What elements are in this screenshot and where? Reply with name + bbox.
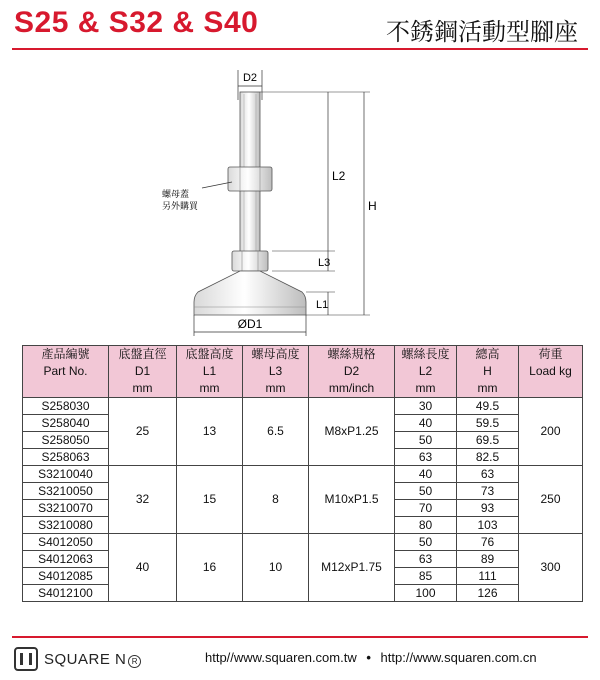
table-cell: 300 <box>519 534 583 602</box>
table-cell: 85 <box>395 568 457 585</box>
label-l2: L2 <box>332 169 346 183</box>
column-header-en: L2 <box>418 364 433 378</box>
column-header-unit: mm/inch <box>328 381 375 395</box>
table-cell: 6.5 <box>243 398 309 466</box>
table-cell: 16 <box>177 534 243 602</box>
table-cell: 30 <box>395 398 457 415</box>
column-header-en: Load kg <box>529 364 572 378</box>
table-cell: 63 <box>395 449 457 466</box>
table-cell: 111 <box>457 568 519 585</box>
table-cell: 8 <box>243 466 309 534</box>
table-cell: S3210050 <box>23 483 109 500</box>
column-header <box>519 346 583 398</box>
header-row <box>23 346 583 398</box>
label-h: H <box>368 199 377 213</box>
table-cell: S258063 <box>23 449 109 466</box>
table-cell: 50 <box>395 483 457 500</box>
column-header-en: D2 <box>343 364 360 378</box>
table-cell: 70 <box>395 500 457 517</box>
table-cell: 40 <box>395 415 457 432</box>
column-header-cn: 總高 <box>475 347 500 361</box>
header-divider <box>12 48 588 50</box>
column-header <box>457 346 519 398</box>
table-cell: 32 <box>109 466 177 534</box>
column-header-cn: 螺絲規格 <box>327 347 376 361</box>
column-header-cn: 荷重 <box>538 347 563 361</box>
column-header <box>23 346 109 398</box>
nut-cap-note: 螺母蓋 <box>162 190 190 200</box>
label-l3: L3 <box>318 257 331 269</box>
table-cell: 49.5 <box>457 398 519 415</box>
table-cell: S3210080 <box>23 517 109 534</box>
column-header-en: Part No. <box>43 364 88 378</box>
table-cell: 40 <box>109 534 177 602</box>
label-d2: D2 <box>242 72 258 84</box>
table-cell: S4012063 <box>23 551 109 568</box>
table-cell: S3210070 <box>23 500 109 517</box>
table-cell: 73 <box>457 483 519 500</box>
table-cell: 15 <box>177 466 243 534</box>
table-cell: M8xP1.25 <box>309 398 395 466</box>
table-cell: 13 <box>177 398 243 466</box>
column-header-unit: mm <box>132 381 153 395</box>
table-cell: 80 <box>395 517 457 534</box>
column-header-unit: mm <box>477 381 498 395</box>
table-cell: S4012050 <box>23 534 109 551</box>
table-cell: 100 <box>395 585 457 602</box>
table-cell: S258030 <box>23 398 109 415</box>
table-cell: S4012100 <box>23 585 109 602</box>
label-l1: L1 <box>316 299 329 311</box>
footer-divider <box>12 636 588 638</box>
page-title-chinese: 不銹鋼活動型腳座 <box>386 18 578 46</box>
column-header-cn: 產品編號 <box>41 347 90 361</box>
table-cell: 76 <box>457 534 519 551</box>
column-header <box>109 346 177 398</box>
column-header <box>395 346 457 398</box>
url-cn-link[interactable]: http://www.squaren.com.cn <box>380 650 537 665</box>
footer-urls <box>205 650 537 665</box>
column-header-en: D1 <box>134 364 151 378</box>
table-cell: 63 <box>457 466 519 483</box>
column-header-en: L1 <box>202 364 217 378</box>
table-cell: S3210040 <box>23 466 109 483</box>
column-header <box>177 346 243 398</box>
table-cell: S4012085 <box>23 568 109 585</box>
table-cell: M12xP1.75 <box>309 534 395 602</box>
column-header-unit <box>23 380 108 397</box>
table-cell: 89 <box>457 551 519 568</box>
base-pad <box>194 271 306 315</box>
table-cell: 50 <box>395 432 457 449</box>
table-cell: 126 <box>457 585 519 602</box>
table-cell: 59.5 <box>457 415 519 432</box>
column-header <box>309 346 395 398</box>
table-row <box>23 466 583 483</box>
column-header-unit: mm <box>265 381 286 395</box>
table-cell: 25 <box>109 398 177 466</box>
table-cell: M10xP1.5 <box>309 466 395 534</box>
table-cell: S258050 <box>23 432 109 449</box>
table-cell: 93 <box>457 500 519 517</box>
column-header-cn: 底盤直徑 <box>118 347 167 361</box>
brand-name <box>44 651 141 668</box>
table-cell: 103 <box>457 517 519 534</box>
upper-nut <box>228 167 272 191</box>
label-d1: ØD1 <box>237 317 263 331</box>
brand-mark-icon <box>14 647 38 671</box>
spec-table <box>22 345 583 602</box>
table-row <box>23 534 583 551</box>
page-title: S25 & S32 & S40 <box>14 6 259 39</box>
column-header-cn: 螺母高度 <box>251 347 300 361</box>
column-header-unit <box>519 380 582 397</box>
table-cell: 63 <box>395 551 457 568</box>
column-header-cn: 螺絲長度 <box>401 347 450 361</box>
column-header <box>243 346 309 398</box>
table-cell: 200 <box>519 398 583 466</box>
registered-mark-icon: R <box>128 655 141 668</box>
table-cell: 250 <box>519 466 583 534</box>
leveling-foot-drawing <box>160 70 400 342</box>
column-header-en: L3 <box>268 364 283 378</box>
table-cell: S258040 <box>23 415 109 432</box>
spec-table-header <box>23 346 583 398</box>
url-separator: • <box>366 650 371 665</box>
table-row <box>23 398 583 415</box>
column-header-unit: mm <box>415 381 436 395</box>
table-cell: 10 <box>243 534 309 602</box>
spec-table-body <box>23 398 583 602</box>
lower-nut <box>232 251 268 271</box>
brand-logo <box>14 647 141 671</box>
url-tw-link[interactable]: http//www.squaren.com.tw <box>205 650 357 665</box>
nut-cap-note-sub: 另外購買 <box>162 202 199 212</box>
table-cell: 69.5 <box>457 432 519 449</box>
column-header-en: H <box>483 364 492 378</box>
brand-name-text: SQUARE N <box>44 650 127 668</box>
column-header-cn: 底盤高度 <box>185 347 234 361</box>
table-cell: 82.5 <box>457 449 519 466</box>
table-cell: 50 <box>395 534 457 551</box>
table-cell: 40 <box>395 466 457 483</box>
column-header-unit: mm <box>199 381 220 395</box>
